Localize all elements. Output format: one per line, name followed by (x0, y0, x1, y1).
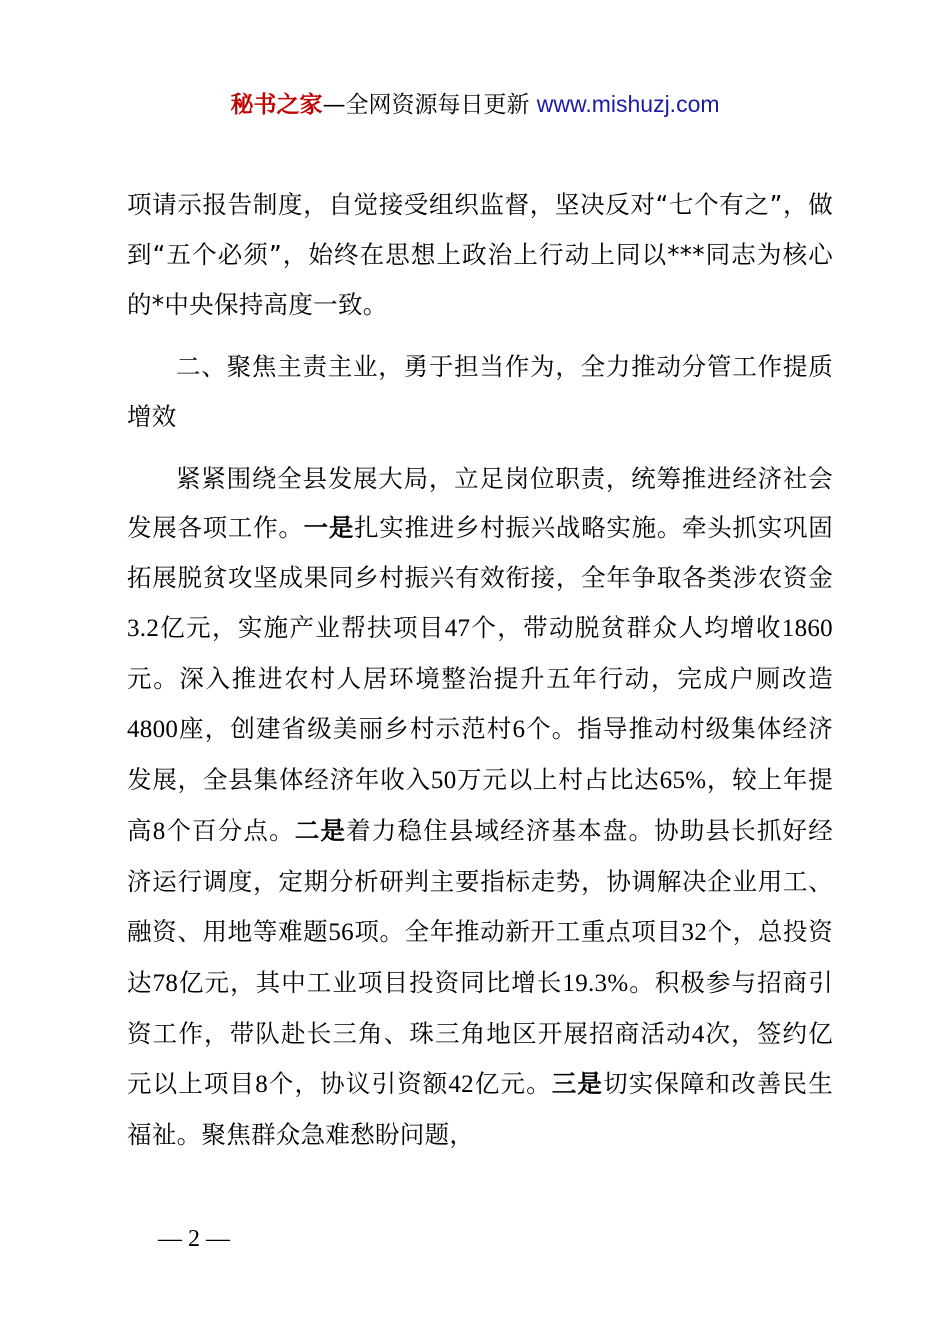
text-run: 个百分点。 (165, 815, 295, 845)
text-run: 亿元。 (473, 1069, 552, 1099)
number: 78 (152, 969, 179, 997)
section-heading: 二、聚焦主责主业，勇于担当作为，全力推动分管工作提质增效 (127, 351, 833, 431)
text-run: 着力稳住县域经济基本盘。协助县长抓好经济运行调度，定期分析研判主要指标走势，协调解决企业用工、融资、用地等难题 (127, 815, 834, 946)
text-run: 。积极参与招商引资工作，带队赴长三角、珠三角地区开展招商活动 (127, 967, 833, 1048)
text-run: 扎实推进乡村振兴战略实施。牵头抓实巩固拓展脱贫攻坚成果同乡村振兴有效衔接，全年争取各类涉农资金 (127, 513, 833, 593)
number: 8 (152, 817, 166, 845)
bold-lead-2: 二是 (294, 815, 347, 845)
number: 1860 (781, 615, 833, 643)
number: 3.2 (127, 615, 160, 643)
text-run: 个，协议引资额 (268, 1069, 449, 1099)
number: 42 (448, 1071, 474, 1099)
text-run: 座，创建省级美丽乡村示范村 (178, 714, 513, 744)
site-tagline: —全网资源每日更新 (322, 92, 530, 118)
text-run: 次，签约亿元以上项目 (127, 1018, 833, 1099)
text-run: 项。全年推动新开工重点项目 (353, 916, 682, 946)
number: 32 (681, 918, 708, 946)
text-run: 亿元，其中工业项目投资同比增长 (178, 967, 563, 997)
bold-lead-1: 一是 (303, 513, 355, 543)
paragraph-continuation: 项请示报告制度，自觉接受组织监督，坚决反对“七个有之”，做到“五个必须”，始终在思想上政治上行动上同以***同志为核心的*中央保持高度一致。 (127, 190, 833, 319)
text-run: 元。深入推进农村人居环境整治提升五年行动，完成户厕改造 (127, 664, 833, 694)
text-run: ，较上年提高 (127, 764, 833, 845)
text-run: 万元以上村占比达 (456, 764, 660, 794)
number: 4800 (127, 716, 179, 744)
text-run: 亿元，实施产业帮扶项目 (159, 613, 445, 643)
site-header (0, 86, 950, 123)
number: 50 (430, 766, 457, 794)
number: 8 (255, 1071, 269, 1099)
bold-lead-3: 三是 (551, 1069, 604, 1099)
number: 65% (659, 766, 707, 794)
number: 47 (444, 615, 471, 643)
number: 19.3% (562, 969, 629, 997)
text-run: 个。指导推动村级集体经济发展，全县集体经济年收入 (127, 714, 833, 794)
text-run: 个，总投资达 (127, 916, 834, 997)
site-brand: 秘书之家 (230, 92, 323, 118)
text-run: 紧紧围绕全县发展大局，立足岗位职责，统筹推进经济社会发展各项工作。 (127, 463, 833, 543)
number: 56 (328, 918, 354, 946)
document-body (127, 180, 833, 1160)
site-url-link[interactable]: www.mishuzj.com (536, 91, 720, 117)
text-run: 个，带动脱贫群众人均增收 (470, 613, 782, 643)
text-run: 切实保障和改善民生福祉。聚焦群众急难愁盼问题， (127, 1069, 834, 1150)
number: 6 (512, 716, 526, 744)
number: 4 (691, 1020, 705, 1048)
page-number: — 2 — (158, 1226, 230, 1252)
paragraph-main (127, 454, 833, 1161)
